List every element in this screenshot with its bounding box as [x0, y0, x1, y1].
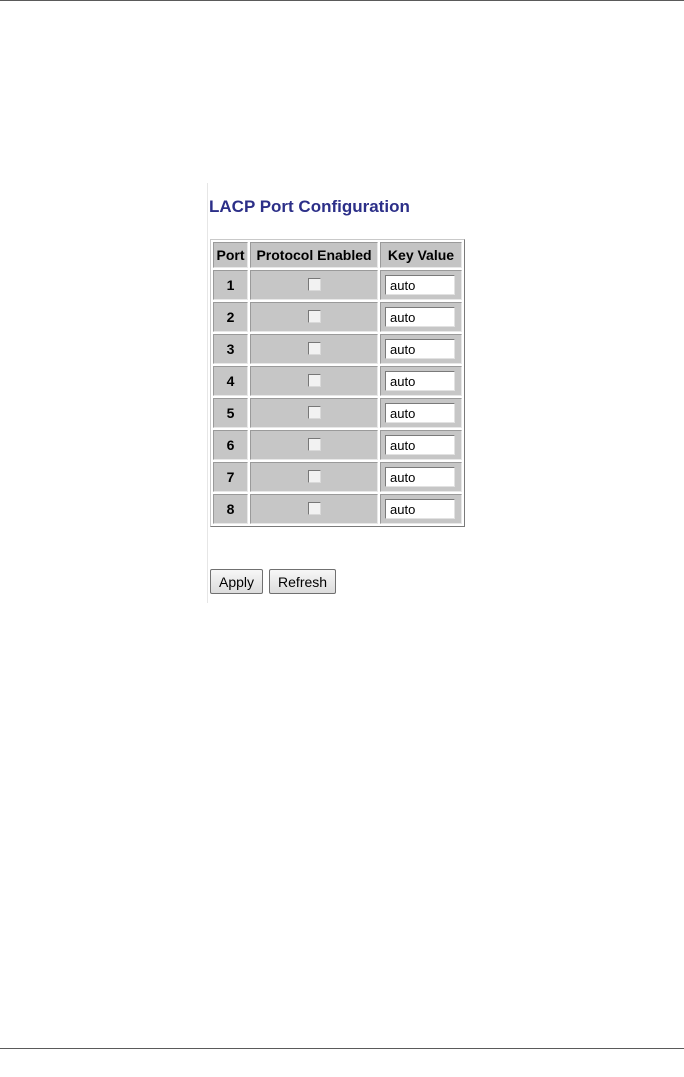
protocol-enabled-cell [250, 398, 378, 428]
protocol-enabled-checkbox[interactable] [308, 310, 321, 323]
port-number: 7 [213, 462, 248, 492]
apply-button[interactable]: Apply [210, 569, 263, 594]
top-rule [0, 0, 684, 1]
protocol-enabled-checkbox[interactable] [308, 502, 321, 515]
table-row [213, 398, 462, 428]
table-row [213, 302, 462, 332]
key-value-cell [380, 334, 462, 364]
key-value-input[interactable] [385, 403, 455, 423]
table-row [213, 270, 462, 300]
protocol-enabled-checkbox[interactable] [308, 470, 321, 483]
column-header-port: Port [213, 242, 248, 268]
key-value-cell [380, 494, 462, 524]
protocol-enabled-checkbox[interactable] [308, 278, 321, 291]
protocol-enabled-cell [250, 270, 378, 300]
key-value-cell [380, 462, 462, 492]
key-value-input[interactable] [385, 371, 455, 391]
table-row [213, 430, 462, 460]
port-number: 2 [213, 302, 248, 332]
key-value-cell [380, 270, 462, 300]
column-header-key-value: Key Value [380, 242, 462, 268]
key-value-cell [380, 302, 462, 332]
refresh-button[interactable]: Refresh [269, 569, 336, 594]
protocol-enabled-cell [250, 302, 378, 332]
table-row [213, 366, 462, 396]
column-header-protocol-enabled: Protocol Enabled [250, 242, 378, 268]
table-row [213, 334, 462, 364]
action-buttons [210, 569, 336, 594]
bottom-rule [0, 1048, 684, 1049]
key-value-input[interactable] [385, 435, 455, 455]
table-header-row [213, 242, 462, 268]
key-value-cell [380, 366, 462, 396]
key-value-input[interactable] [385, 275, 455, 295]
protocol-enabled-cell [250, 462, 378, 492]
port-number: 6 [213, 430, 248, 460]
protocol-enabled-cell [250, 366, 378, 396]
protocol-enabled-checkbox[interactable] [308, 342, 321, 355]
port-number: 4 [213, 366, 248, 396]
lacp-port-table [210, 239, 465, 527]
protocol-enabled-cell [250, 334, 378, 364]
key-value-cell [380, 398, 462, 428]
key-value-input[interactable] [385, 467, 455, 487]
protocol-enabled-cell [250, 494, 378, 524]
table-row [213, 462, 462, 492]
table-row [213, 494, 462, 524]
key-value-cell [380, 430, 462, 460]
key-value-input[interactable] [385, 307, 455, 327]
port-number: 1 [213, 270, 248, 300]
lacp-config-panel [207, 183, 478, 603]
protocol-enabled-checkbox[interactable] [308, 374, 321, 387]
protocol-enabled-checkbox[interactable] [308, 406, 321, 419]
port-number: 3 [213, 334, 248, 364]
protocol-enabled-checkbox[interactable] [308, 438, 321, 451]
key-value-input[interactable] [385, 339, 455, 359]
protocol-enabled-cell [250, 430, 378, 460]
page-title: LACP Port Configuration [209, 197, 410, 216]
key-value-input[interactable] [385, 499, 455, 519]
port-number: 5 [213, 398, 248, 428]
port-number: 8 [213, 494, 248, 524]
